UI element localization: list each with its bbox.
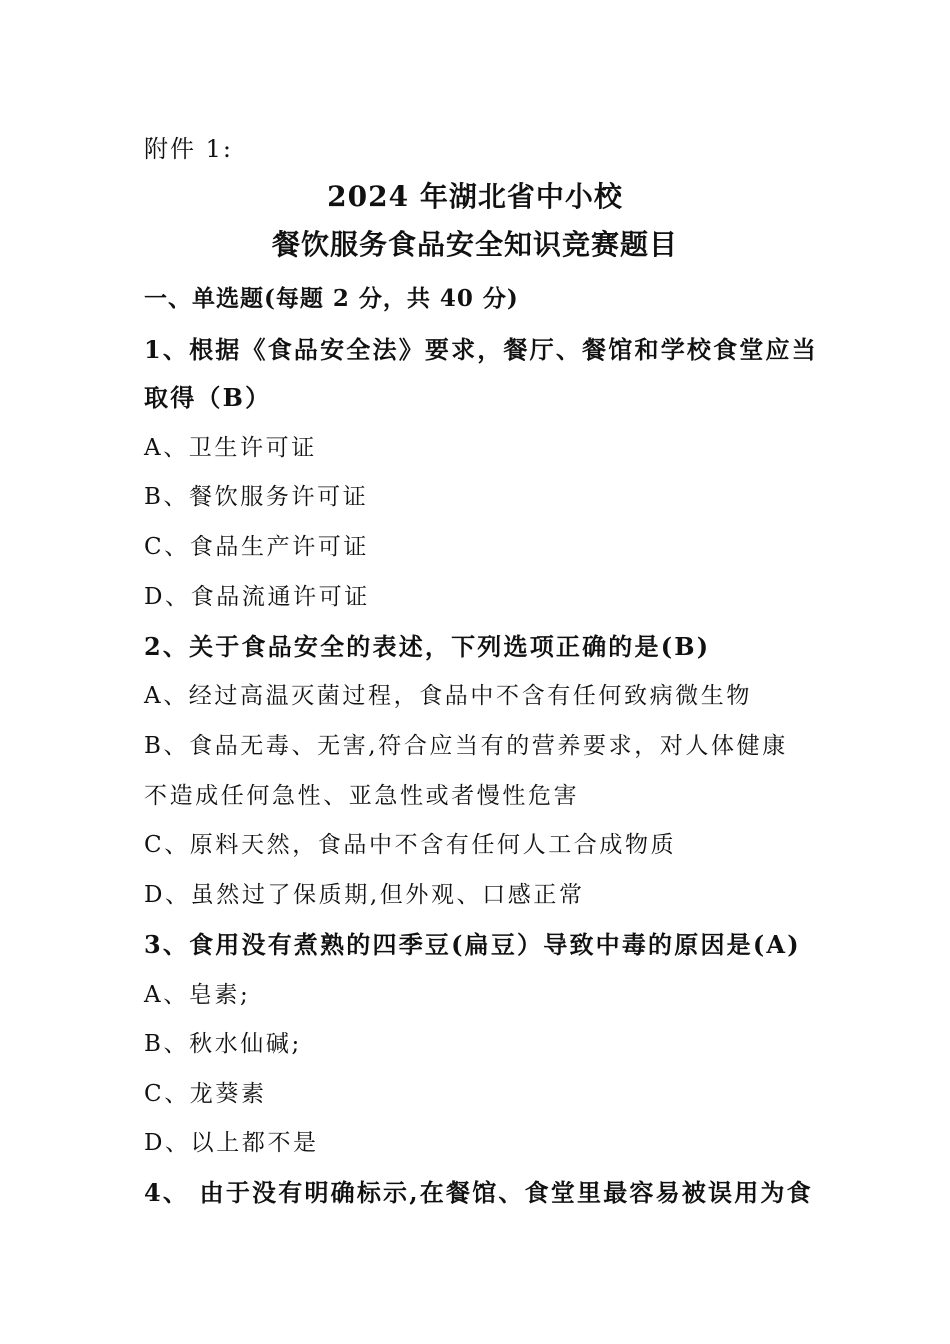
question-1-text: 1、根据《食品安全法》要求，餐厅、餐馆和学校食堂应当 <box>144 335 818 364</box>
question-3-option-d: D、以上都不是 <box>144 1130 319 1156</box>
question-3-option-b: B、秋水仙碱; <box>144 1031 302 1057</box>
question-2-option-b-continued: 不造成任何急性、亚急性或者慢性危害 <box>144 783 580 809</box>
page-title-line-1: 2024 年湖北省中小校 <box>327 180 623 213</box>
question-1-option-c: C、食品生产许可证 <box>144 534 369 560</box>
question-3-text: 3、食用没有煮熟的四季豆(扁豆）导致中毒的原因是(A) <box>144 930 801 959</box>
question-2-option-d: D、虽然过了保质期,但外观、口感正常 <box>144 882 585 908</box>
question-1-option-a: A、卫生许可证 <box>144 435 317 461</box>
question-1-text-continued: 取得（B） <box>144 383 272 412</box>
question-2-text: 2、关于食品安全的表述，下列选项正确的是(B) <box>144 632 711 661</box>
question-4-text: 4、 由于没有明确标示,在餐馆、食堂里最容易被误用为食 <box>144 1178 813 1207</box>
question-3-option-a: A、皂素; <box>144 982 251 1008</box>
question-1-option-d: D、食品流通许可证 <box>144 584 370 610</box>
question-1-option-b: B、餐饮服务许可证 <box>144 484 369 510</box>
question-2-option-b: B、食品无毒、无害,符合应当有的营养要求，对人体健康 <box>144 733 788 759</box>
section-heading: 一、单选题(每题 2 分，共 40 分) <box>144 285 519 312</box>
question-2-option-c: C、原料天然，食品中不含有任何人工合成物质 <box>144 832 677 858</box>
page-title-line-2: 餐饮服务食品安全知识竞赛题目 <box>271 228 678 261</box>
question-2-option-a: A、经过高温灭菌过程，食品中不含有任何致病微生物 <box>144 683 753 709</box>
question-3-option-c: C、龙葵素 <box>144 1081 267 1107</box>
attachment-label: 附件 1: <box>144 135 233 163</box>
